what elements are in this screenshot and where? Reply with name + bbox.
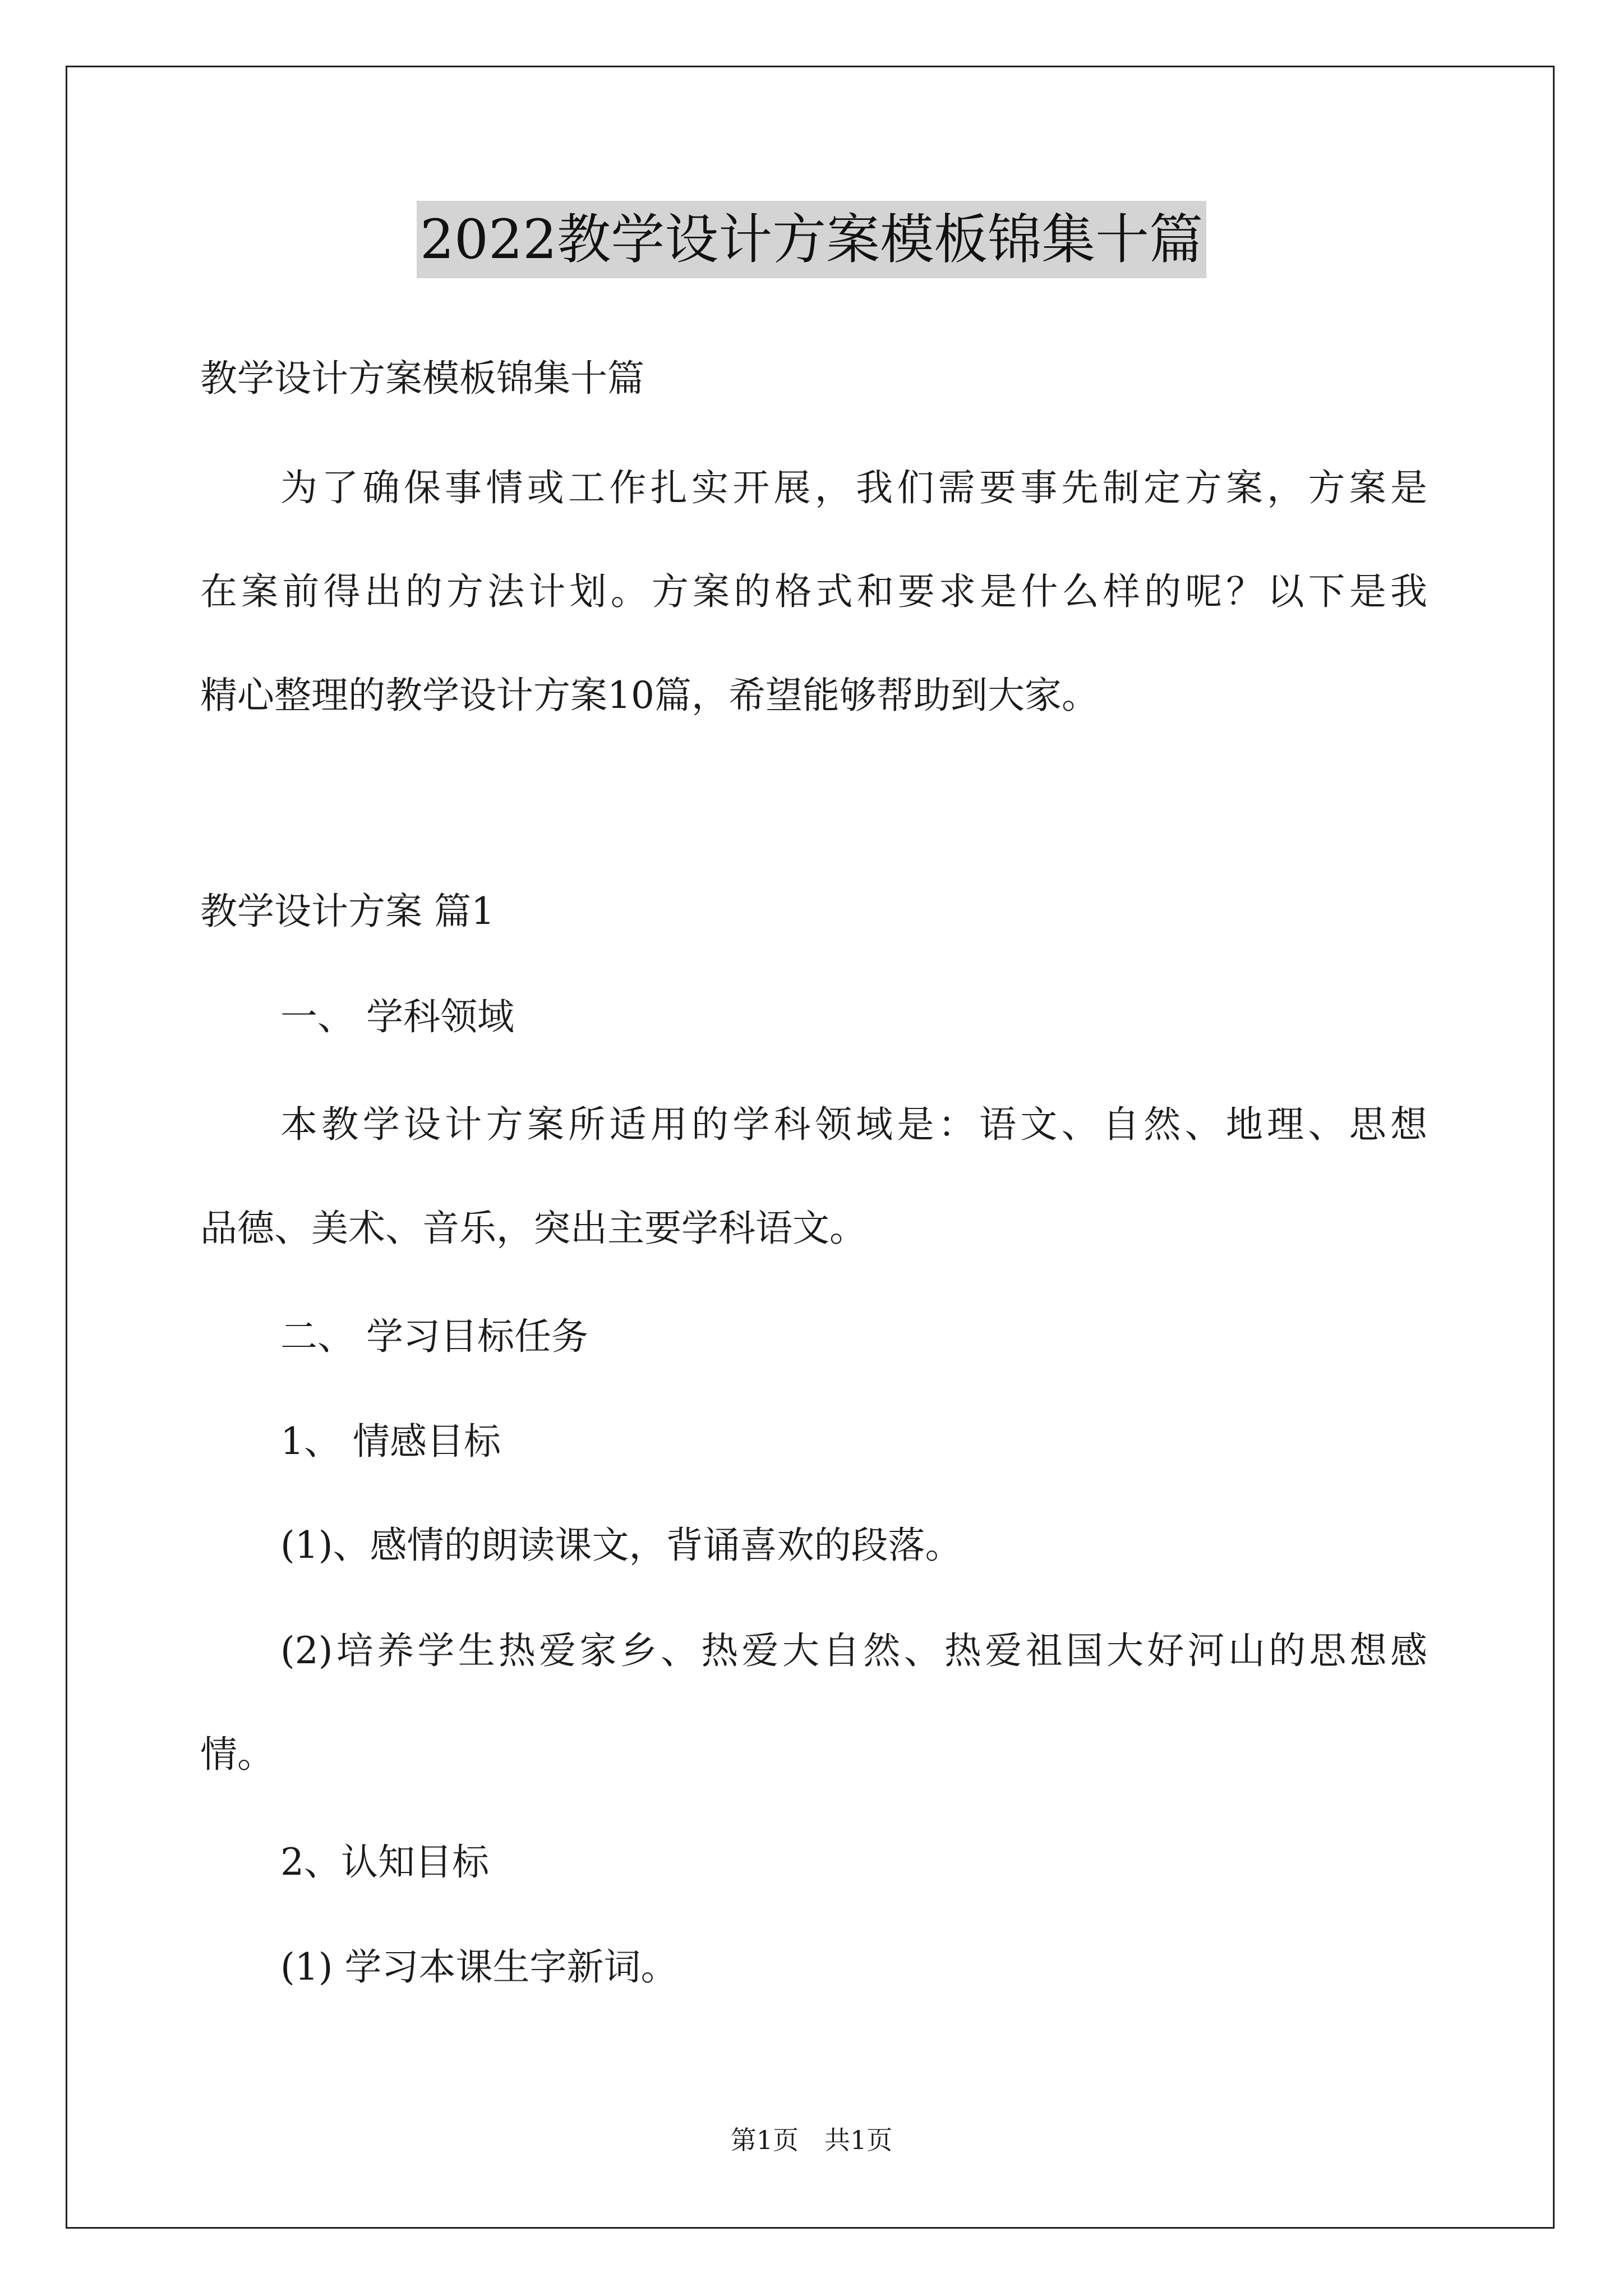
- goal-item-1: (1)、感情的朗读课文，背诵喜欢的段落。: [280, 1524, 962, 1567]
- heading-learning-goals: 二、 学习目标任务: [280, 1315, 588, 1358]
- document-title: 2022教学设计方案模板锦集十篇: [417, 201, 1206, 278]
- title-container: [0, 201, 1623, 278]
- intro-line-1: 为了确保事情或工作扎实开展，我们需要事先制定方案，方案是: [280, 466, 1427, 509]
- page-footer: 第1页 共1页: [730, 2125, 893, 2155]
- heading-cognitive-goals: 2、认知目标: [280, 1841, 489, 1884]
- goal-item-2-line-1: (2)培养学生热爱家乡、热爱大自然、热爱祖国大好河山的思想感: [280, 1629, 1427, 1672]
- heading-emotional-goals: 1、 情感目标: [280, 1420, 501, 1463]
- intro-line-3: 精心整理的教学设计方案10篇，希望能够帮助到大家。: [200, 674, 1099, 717]
- subject-area-line-1: 本教学设计方案所适用的学科领域是：语文、自然、地理、思想: [280, 1103, 1427, 1146]
- heading-subject-area: 一、 学科领域: [280, 995, 514, 1038]
- section-heading: 教学设计方案 篇1: [200, 890, 495, 933]
- subject-area-line-2: 品德、美术、音乐，突出主要学科语文。: [200, 1207, 866, 1250]
- intro-line-2: 在案前得出的方法计划。方案的格式和要求是什么样的呢？以下是我: [200, 570, 1427, 613]
- goal-item-2-line-2: 情。: [200, 1733, 274, 1776]
- cognitive-item-1: (1) 学习本课生字新词。: [280, 1945, 678, 1989]
- subtitle-line: 教学设计方案模板锦集十篇: [200, 357, 644, 400]
